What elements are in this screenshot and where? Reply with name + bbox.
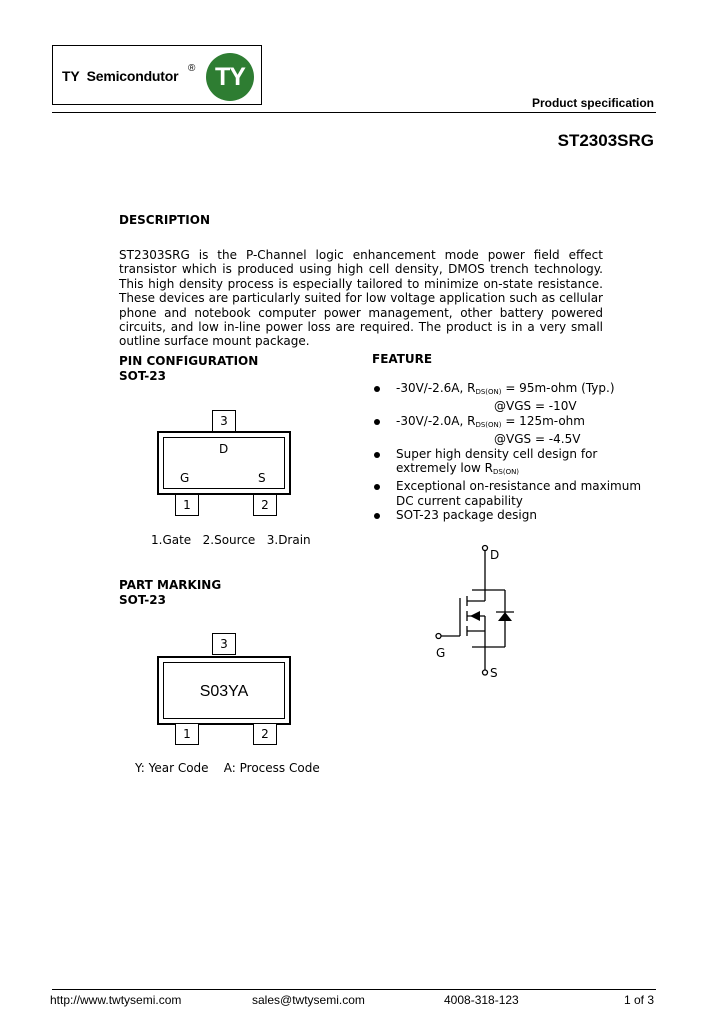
pin-label-g: G — [180, 471, 190, 485]
pin-label-d: D — [219, 442, 229, 456]
schematic-label-d: D — [490, 548, 500, 562]
pin-1-box: 1 — [175, 494, 199, 516]
marking-pin-3-box: 3 — [212, 633, 236, 655]
marking-legend: Y: Year Code A: Process Code — [135, 761, 320, 775]
feature-item: -30V/-2.0A, $R_{DS(ON)} = 125m-ohm$ — [372, 414, 642, 432]
bullet-icon — [374, 452, 380, 458]
bullet-icon — [374, 386, 380, 392]
schematic-label-g: G — [436, 646, 446, 660]
bullet-icon — [374, 513, 380, 519]
feature-item-cond: @VGS = -10V — [494, 399, 577, 414]
pin-3-box: 3 — [212, 410, 236, 432]
footer-phone: 4008-318-123 — [444, 993, 519, 1007]
part-marking-package: SOT-23 — [119, 593, 166, 607]
feature-item-cond: @VGS = -4.5V — [494, 432, 581, 447]
description-title: DESCRIPTION — [119, 213, 211, 227]
feature-list — [372, 381, 642, 523]
marking-pin-2-box: 2 — [253, 723, 277, 745]
feature-item-cont: extremely low $R_{DS(ON)}$ — [396, 461, 520, 477]
bullet-icon — [374, 484, 380, 490]
company-name: TY Semicondutor — [62, 68, 179, 84]
part-marking-title: PART MARKING — [119, 578, 222, 592]
marking-pin-1-box: 1 — [175, 723, 199, 745]
feature-title: FEATURE — [372, 352, 433, 366]
doc-type: Product specification — [531, 96, 654, 110]
feature-item: Super high density cell design for — [372, 447, 642, 461]
company-logo: TY — [206, 53, 254, 101]
bullet-icon — [374, 419, 380, 425]
footer-url[interactable]: http://www.twtysemi.com — [50, 993, 182, 1007]
pin-2-box: 2 — [253, 494, 277, 516]
footer-page: 1 of 3 — [624, 993, 655, 1007]
description-text: ST2303SRG is the P-Channel logic enhancement mode power field effect transistor which is produced using high cell density, DMOS trench technology. This high density process is especially tailored to minimize on-state resistance. These devices are particularly suited for low voltage application such as cellular phone and notebook computer power management, other battery powered circuits, and low in-line power loss are required. The product is in a very small outline surface mount package. — [119, 248, 603, 349]
mosfet-schematic — [430, 540, 530, 680]
feature-item: -30V/-2.6A, $R_{DS(ON)} = 95m-ohm$ (Typ.) — [372, 381, 642, 399]
schematic-label-s: S — [490, 666, 498, 680]
part-number: ST2303SRG — [557, 131, 654, 150]
registered-mark: ® — [188, 63, 196, 74]
footer-divider — [52, 989, 656, 990]
header-divider — [52, 112, 656, 113]
feature-item: Exceptional on-resistance and maximum — [372, 479, 642, 493]
feature-item: SOT-23 package design — [372, 508, 642, 522]
pin-config-title: PIN CONFIGURATION — [119, 354, 259, 368]
feature-item-cont: DC current capability — [396, 493, 523, 508]
pin-config-package: SOT-23 — [119, 369, 166, 383]
pin-label-s: S — [258, 471, 266, 485]
footer-email[interactable]: sales@twtysemi.com — [252, 993, 365, 1007]
package-body — [157, 431, 291, 495]
marking-code: S03YA — [199, 683, 249, 700]
pin-legend: 1.Gate 2.Source 3.Drain — [151, 533, 311, 547]
